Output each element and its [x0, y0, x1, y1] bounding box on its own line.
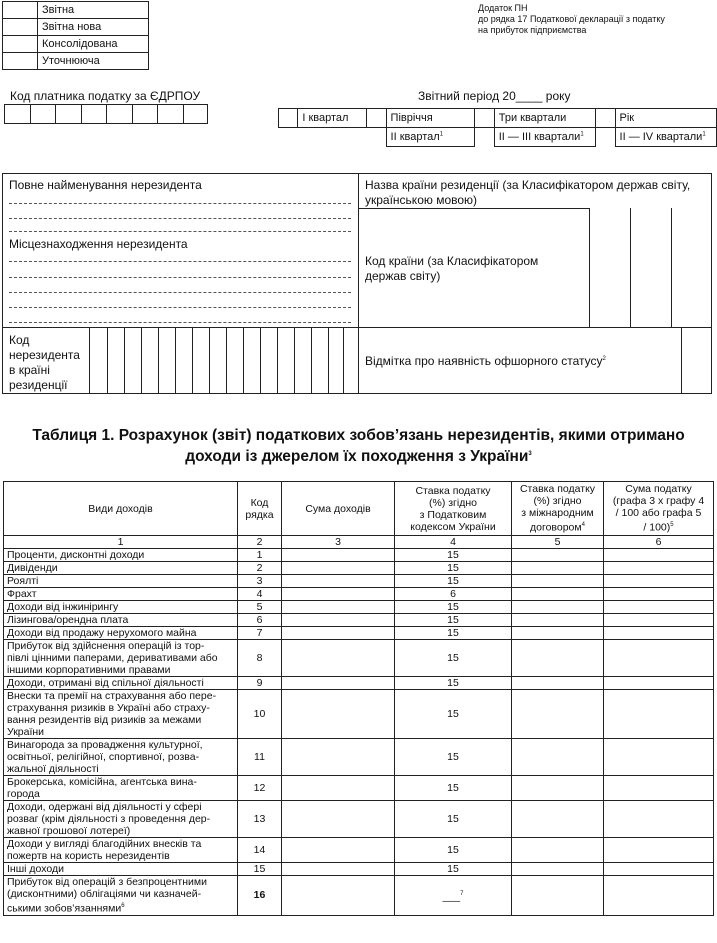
tax-sum-cell[interactable]: [604, 601, 714, 614]
tax-rate-cell: 15: [395, 838, 512, 863]
income-type-cell: Доходи, отримані від спільної діяльності: [4, 677, 238, 690]
row-code-cell: 12: [238, 776, 282, 801]
col-header-tax-rate-code: Ставка податку (%) згідно з Податковим кодексом України: [395, 482, 512, 536]
period-checkbox[interactable]: [367, 109, 386, 128]
income-type-cell: Лізингова/орендна плата: [4, 614, 238, 627]
income-type-cell: Роялті: [4, 575, 238, 588]
period-year: Рік: [615, 109, 716, 128]
table-row: [4, 640, 714, 677]
income-type-cell: Фрахт: [4, 588, 238, 601]
header-note-line: на прибуток підприємства: [478, 25, 587, 35]
tax-rate-cell: 15: [395, 614, 512, 627]
income-sum-cell[interactable]: [282, 801, 395, 838]
table-row: [4, 677, 714, 690]
income-sum-cell[interactable]: [282, 739, 395, 776]
period-three-quarters: Три квартали: [494, 109, 595, 128]
treaty-rate-cell[interactable]: [512, 614, 604, 627]
header-note: [478, 3, 665, 36]
nonresident-code-label: Код нерезидента в країні резиденції: [9, 333, 80, 392]
tax-rate-cell: 15: [395, 549, 512, 562]
row-code-cell: 8: [238, 640, 282, 677]
tax-sum-cell[interactable]: [604, 549, 714, 562]
row-code-cell: 11: [238, 739, 282, 776]
tax-sum-cell[interactable]: [604, 575, 714, 588]
row-code-cell: 5: [238, 601, 282, 614]
income-type-cell: Прибуток від операцій з безпроцентними (дисконтними) облігаціями чи казначей- ськими зобов’язаннями$^6$: [4, 876, 238, 916]
tax-rate-cell: 15: [395, 640, 512, 677]
tax-sum-cell[interactable]: [604, 876, 714, 916]
treaty-rate-cell[interactable]: [512, 801, 604, 838]
income-sum-cell[interactable]: [282, 614, 395, 627]
table-row: [4, 575, 714, 588]
table-row: [4, 601, 714, 614]
income-sum-cell[interactable]: [282, 562, 395, 575]
col-header-income-sum: Сума доходів: [282, 482, 395, 536]
income-sum-cell[interactable]: [282, 776, 395, 801]
income-type-cell: Проценти, дисконтні доходи: [4, 549, 238, 562]
income-sum-cell[interactable]: [282, 575, 395, 588]
treaty-rate-cell[interactable]: [512, 863, 604, 876]
period-checkbox[interactable]: [596, 109, 615, 128]
period-q2-3: ІІ — ІІІ квартали$^1$: [494, 128, 595, 147]
table-row: [4, 627, 714, 640]
country-code-label: Код країни (за Класифікатором держав світу): [365, 254, 539, 283]
col-header-row-code: Код рядка: [238, 482, 282, 536]
report-type-checkbox[interactable]: [3, 19, 38, 36]
income-sum-cell[interactable]: [282, 588, 395, 601]
table-row: [4, 863, 714, 876]
income-type-cell: Внески та премії на страхування або пере- страхування ризиків в Україні або страху- вання резидентів від ризиків за межами України: [4, 690, 238, 739]
tax-rate-cell: 15: [395, 562, 512, 575]
col-number: 2: [238, 536, 282, 549]
tax-sum-cell[interactable]: [604, 640, 714, 677]
treaty-rate-cell[interactable]: [512, 575, 604, 588]
tax-sum-cell[interactable]: [604, 801, 714, 838]
row-code-cell: 1: [238, 549, 282, 562]
tax-rate-cell: 15: [395, 776, 512, 801]
income-type-cell: Доходи, одержані від діяльності у сфері розваг (крім діяльності з проведення дер- жавної грошової лотереї): [4, 801, 238, 838]
row-code-cell: 6: [238, 614, 282, 627]
taxpayer-code-label: Код платника податку за ЄДРПОУ: [10, 89, 201, 103]
income-type-cell: Винагорода за провадження культурної, освітньої, релігійної, спортивної, розва- жальної діяльності: [4, 739, 238, 776]
treaty-rate-cell[interactable]: [512, 601, 604, 614]
tax-sum-cell[interactable]: [604, 588, 714, 601]
income-sum-cell[interactable]: [282, 690, 395, 739]
tax-sum-cell[interactable]: [604, 838, 714, 863]
income-sum-cell[interactable]: [282, 838, 395, 863]
col-number: 5: [512, 536, 604, 549]
income-type-cell: Доходи від продажу нерухомого майна: [4, 627, 238, 640]
table-row: [4, 549, 714, 562]
treaty-rate-cell[interactable]: [512, 562, 604, 575]
row-code-cell: 3: [238, 575, 282, 588]
table-row: [4, 690, 714, 739]
nonresident-block: [2, 173, 712, 394]
report-type-label: Звітна: [38, 2, 149, 19]
period-checkbox[interactable]: [279, 109, 298, 128]
row-code-cell: 14: [238, 838, 282, 863]
tax-rate-cell: 15: [395, 677, 512, 690]
tax-rate-cell: 15: [395, 575, 512, 588]
table-row: [4, 614, 714, 627]
full-name-label: Повне найменування нерезидента: [9, 178, 202, 192]
table-row: [4, 876, 714, 916]
tax-sum-cell[interactable]: [604, 677, 714, 690]
tax-rate-cell: 15: [395, 601, 512, 614]
report-type-checkbox[interactable]: [3, 53, 38, 70]
table-row: [4, 562, 714, 575]
tax-sum-cell[interactable]: [604, 739, 714, 776]
treaty-rate-cell[interactable]: [512, 549, 604, 562]
header-note-line: Додаток ПН: [478, 3, 528, 13]
tax-rate-cell: 15: [395, 801, 512, 838]
location-label: Місцезнаходження нерезидента: [9, 237, 188, 251]
tax-sum-cell[interactable]: [604, 690, 714, 739]
table-row: [4, 739, 714, 776]
treaty-rate-cell[interactable]: [512, 838, 604, 863]
table-row: [4, 776, 714, 801]
col-number: 6: [604, 536, 714, 549]
income-sum-cell[interactable]: [282, 863, 395, 876]
report-type-checkbox[interactable]: [3, 36, 38, 53]
row-code-cell: 15: [238, 863, 282, 876]
treaty-rate-cell[interactable]: [512, 677, 604, 690]
tax-rate-cell: 15: [395, 690, 512, 739]
tax-sum-cell[interactable]: [604, 614, 714, 627]
row-code-cell: 2: [238, 562, 282, 575]
row-code-cell: 7: [238, 627, 282, 640]
tax-sum-cell[interactable]: [604, 863, 714, 876]
period-q2-4: ІІ — ІV квартали$^1$: [615, 128, 716, 147]
treaty-rate-cell[interactable]: [512, 776, 604, 801]
treaty-rate-cell[interactable]: [512, 739, 604, 776]
taxpayer-code-input[interactable]: [4, 104, 208, 124]
table-row: [4, 588, 714, 601]
tax-rate-cell: ___$^7$: [395, 876, 512, 916]
tax-sum-cell[interactable]: [604, 776, 714, 801]
col-header-tax-sum: Сума податку (графа 3 х графу 4 / 100 або графа 5 / 100)$^5$: [604, 482, 714, 536]
period-table: [278, 108, 717, 147]
table-row: [4, 801, 714, 838]
report-type-label: Звітна нова: [38, 19, 149, 36]
period-q2: ІІ квартал$^1$: [386, 128, 475, 147]
report-type-checkbox[interactable]: [3, 2, 38, 19]
treaty-rate-cell[interactable]: [512, 627, 604, 640]
tax-rate-cell: 15: [395, 627, 512, 640]
tax-rate-cell: 15: [395, 863, 512, 876]
income-type-cell: Прибуток від здійснення операцій із тор- півлі цінними паперами, деривативами або іншими корпоративними правами: [4, 640, 238, 677]
income-type-cell: Інші доходи: [4, 863, 238, 876]
income-sum-cell[interactable]: [282, 876, 395, 916]
tax-rate-cell: 6: [395, 588, 512, 601]
offshore-label: Відмітка про наявність офшорного статусу$^2$: [365, 354, 606, 368]
offshore-checkbox[interactable]: [681, 327, 682, 393]
col-header-tax-rate-treaty: Ставка податку (%) згідно з міжнародним договором$^4$: [512, 482, 604, 536]
table-row: [4, 838, 714, 863]
row-code-cell: 16: [238, 876, 282, 916]
income-type-cell: Доходи від інжинірингу: [4, 601, 238, 614]
country-name-label: Назва країни резиденції (за Класифікатором держав світу, українською мовою): [365, 178, 691, 207]
tax-sum-cell[interactable]: [604, 627, 714, 640]
report-type-label: Консолідована: [38, 36, 149, 53]
treaty-rate-cell[interactable]: [512, 588, 604, 601]
income-sum-cell[interactable]: [282, 677, 395, 690]
period-label: Звітний період 20____ року: [418, 89, 571, 103]
treaty-rate-cell[interactable]: [512, 690, 604, 739]
treaty-rate-cell[interactable]: [512, 876, 604, 916]
income-type-cell: Дивіденди: [4, 562, 238, 575]
header-note-line: до рядка 17 Податкової декларації з податку: [478, 14, 665, 24]
treaty-rate-cell[interactable]: [512, 640, 604, 677]
income-sum-cell[interactable]: [282, 640, 395, 677]
income-type-cell: Брокерська, комісійна, агентська вина- города: [4, 776, 238, 801]
row-code-cell: 10: [238, 690, 282, 739]
income-sum-cell[interactable]: [282, 627, 395, 640]
col-number: 4: [395, 536, 512, 549]
tax-rate-cell: 15: [395, 739, 512, 776]
col-number: 1: [4, 536, 238, 549]
report-type-table: [2, 1, 149, 70]
table-title: Таблиця 1. Розрахунок (звіт) податкових зобов’язань нерезидентів, якими отримано доходи із джерелом їх походження з України$^3$: [32, 427, 685, 466]
income-sum-cell[interactable]: [282, 601, 395, 614]
row-code-cell: 4: [238, 588, 282, 601]
col-header-income-type: Види доходів: [4, 482, 238, 536]
period-half-year: Півріччя: [386, 109, 475, 128]
row-code-cell: 13: [238, 801, 282, 838]
report-type-label: Уточнююча: [38, 53, 149, 70]
income-type-cell: Доходи у вигляді благодійних внесків та пожертв на користь нерезидентів: [4, 838, 238, 863]
period-q1: І квартал: [298, 109, 367, 128]
row-code-cell: 9: [238, 677, 282, 690]
income-sum-cell[interactable]: [282, 549, 395, 562]
income-table: [3, 481, 714, 916]
col-number: 3: [282, 536, 395, 549]
period-checkbox[interactable]: [475, 109, 494, 128]
tax-sum-cell[interactable]: [604, 562, 714, 575]
